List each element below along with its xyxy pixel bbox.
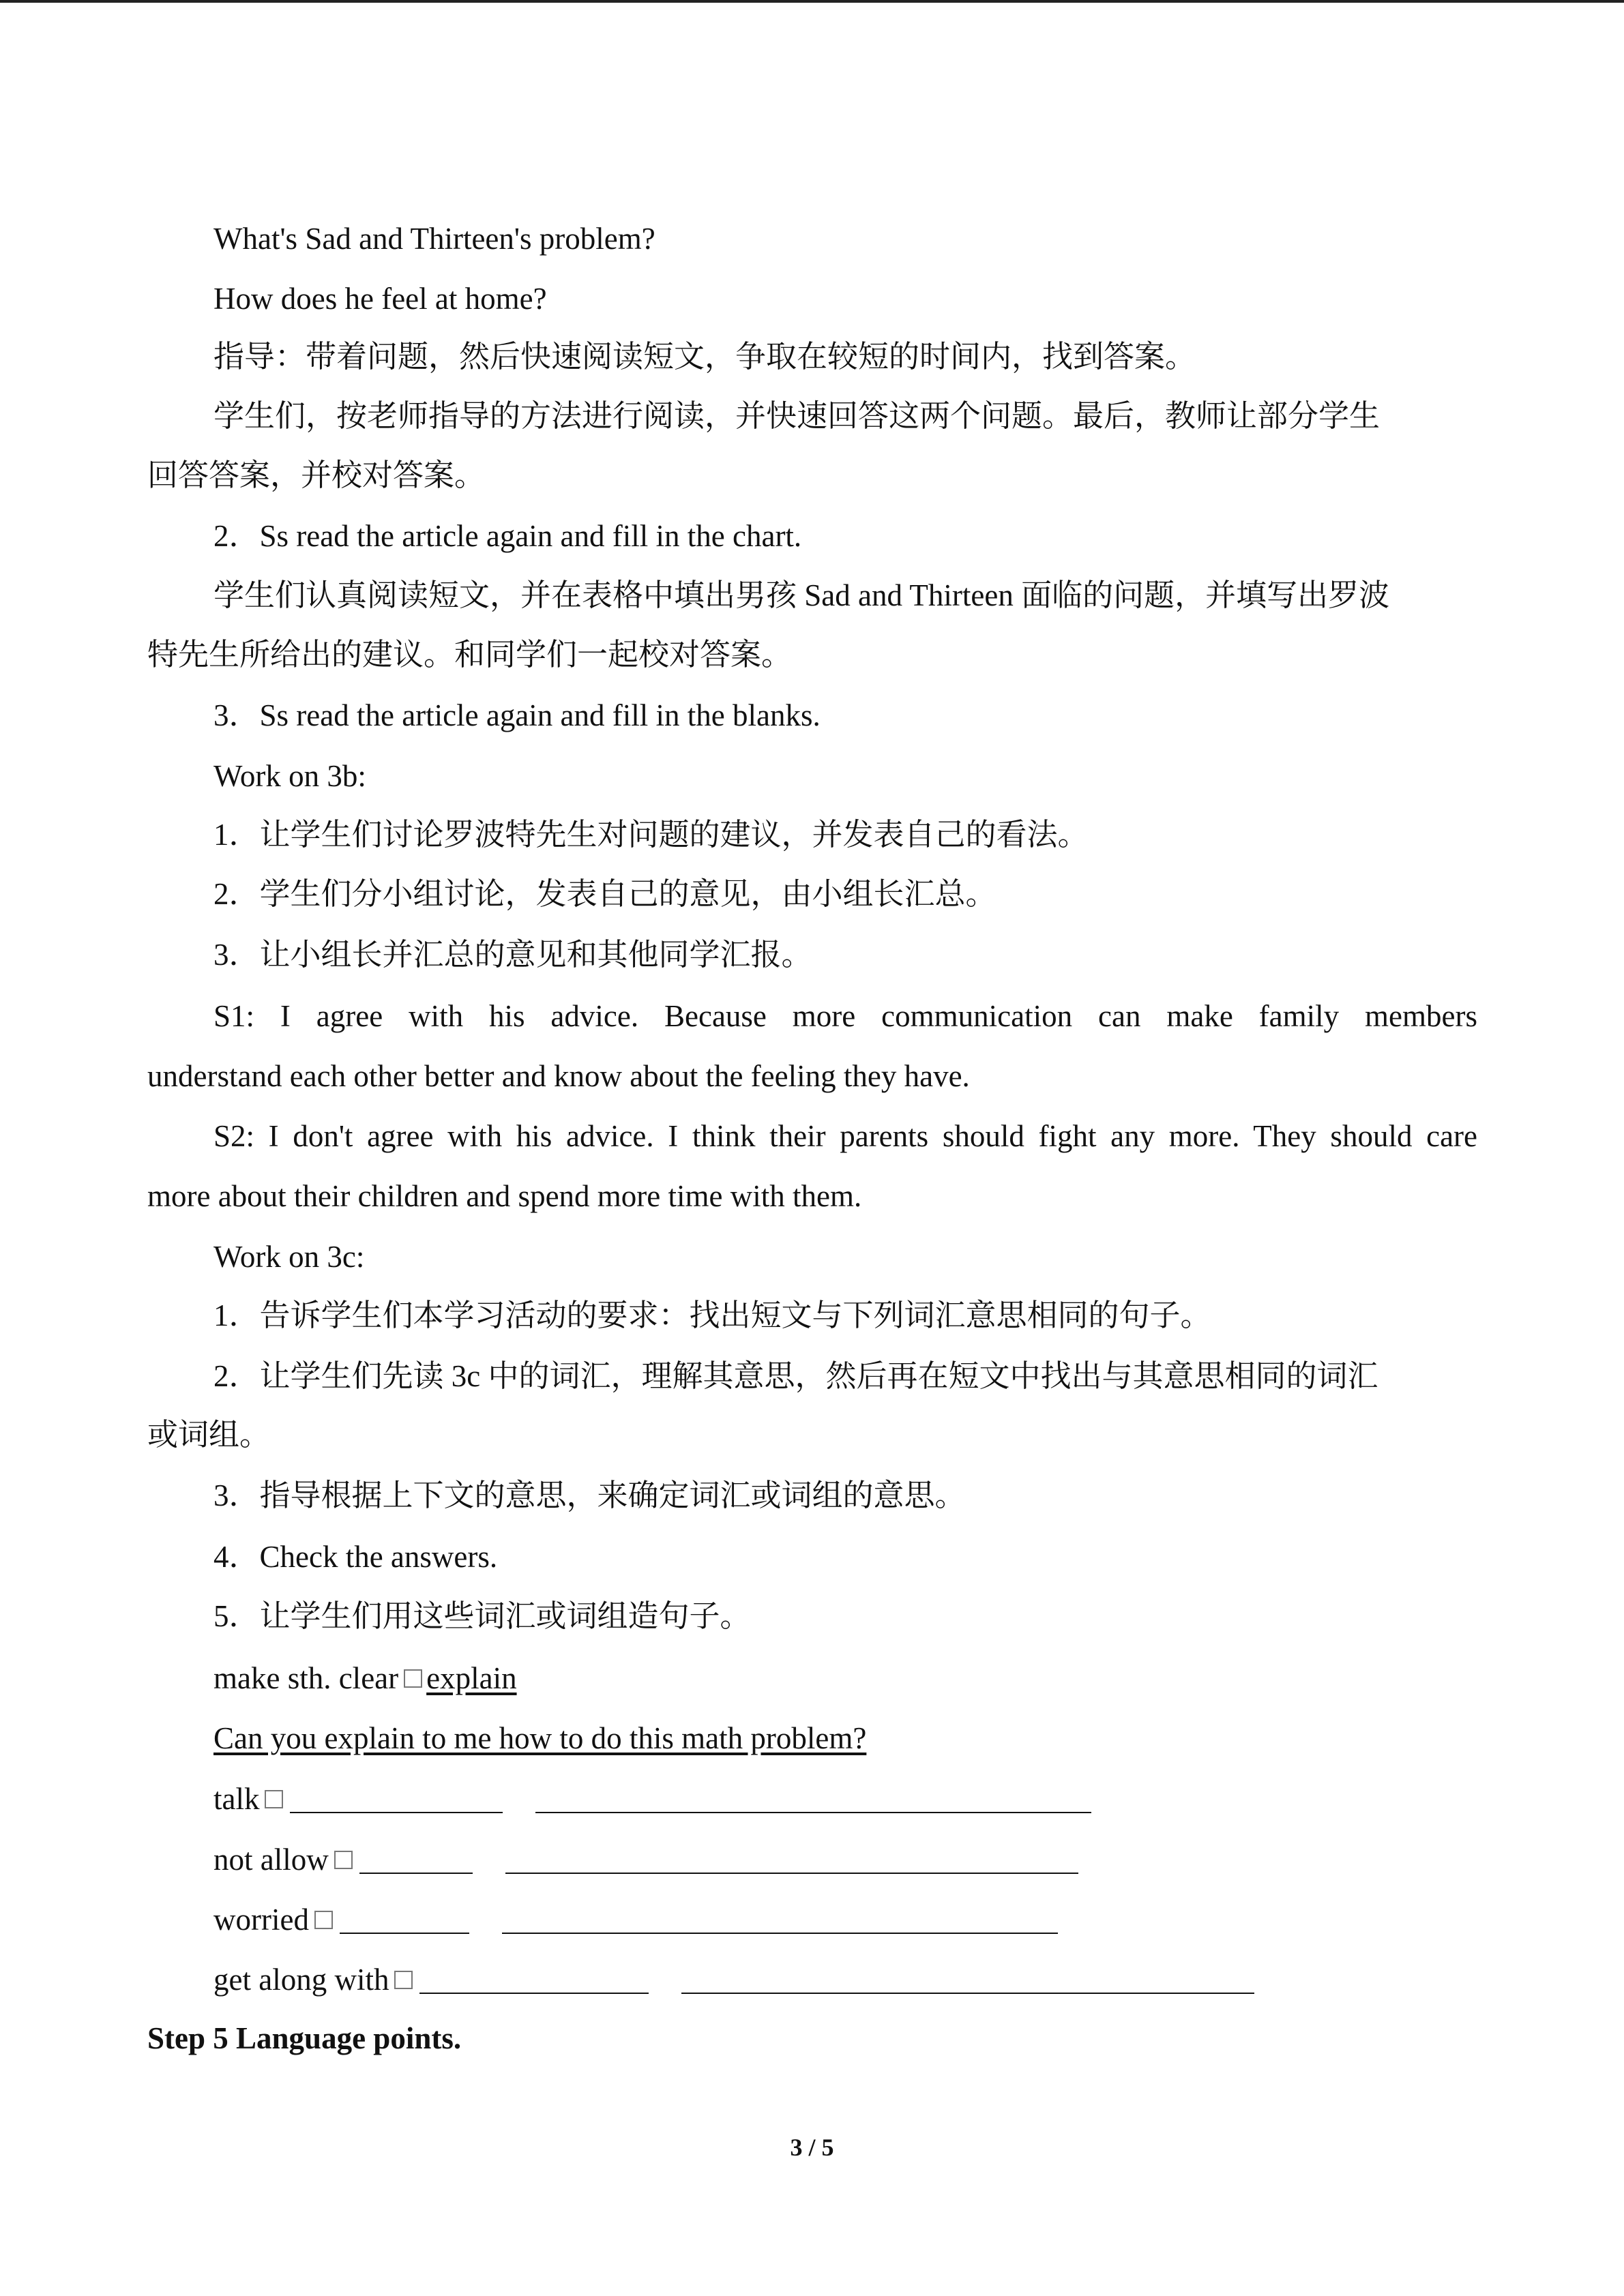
exercise-term: talk xyxy=(213,1782,260,1816)
list-item-cont: 或词组。 xyxy=(147,1418,271,1452)
student-response-2-cont: more about their children and spend more time with them. xyxy=(147,1179,862,1213)
sentence-blank[interactable] xyxy=(681,1963,1254,1994)
list-item: 1．让学生们讨论罗波特先生对问题的建议，并发表自己的看法。 xyxy=(213,818,1089,852)
exercise-row xyxy=(213,1778,1091,1819)
student-response-1: S1: I agree with his advice. Because more communication can make family members xyxy=(213,999,1477,1033)
example-answer: explain xyxy=(426,1661,517,1695)
list-item: 1．告诉学生们本学习活动的要求：找出短文与下列词汇意思相同的句子。 xyxy=(213,1298,1211,1332)
list-item: 3．指导根据上下文的意思，来确定词汇或词组的意思。 xyxy=(213,1478,966,1512)
exercise-term: not allow xyxy=(213,1843,329,1877)
answer-blank[interactable] xyxy=(359,1843,473,1874)
answer-blank[interactable] xyxy=(419,1963,649,1994)
guidance-text: 指导：带着问题，然后快速阅读短文，争取在较短的时间内，找到答案。 xyxy=(213,340,1196,374)
exercise-term: get along with xyxy=(213,1963,389,1997)
sentence-blank[interactable] xyxy=(535,1782,1091,1813)
section-label-3b: Work on 3b: xyxy=(213,759,366,793)
list-item: 3．让小组长并汇总的意见和其他同学汇报。 xyxy=(213,938,812,972)
checkbox-glyph xyxy=(314,1911,333,1929)
paragraph-line: 学生们认真阅读短文，并在表格中填出男孩 Sad and Thirteen 面临的问题，并填写出罗波 xyxy=(213,578,1390,612)
step-item: 3．Ss read the article again and fill in the blanks. xyxy=(213,698,821,732)
checkbox-glyph xyxy=(394,1971,413,1989)
paragraph-line: 回答答案，并校对答案。 xyxy=(147,458,486,492)
list-item: 2．让学生们先读 3c 中的词汇，理解其意思，然后再在短文中找出与其意思相同的词汇 xyxy=(213,1359,1378,1393)
example-sentence: Can you explain to me how to do this math problem? xyxy=(213,1721,867,1755)
step-heading: Step 5 Language points. xyxy=(147,2021,462,2055)
question-line-2: How does he feel at home? xyxy=(213,282,547,316)
checkbox-glyph xyxy=(334,1851,353,1869)
exercise-row xyxy=(213,1959,1254,2000)
example-row xyxy=(213,1658,517,1699)
sentence-blank[interactable] xyxy=(505,1843,1078,1874)
paragraph-line: 特先生所给出的建议。和同学们一起校对答案。 xyxy=(147,638,793,672)
paragraph-line: 学生们，按老师指导的方法进行阅读，并快速回答这两个问题。最后，教师让部分学生 xyxy=(213,399,1381,433)
answer-blank[interactable] xyxy=(290,1782,503,1813)
exercise-row xyxy=(213,1899,1058,1940)
answer-blank[interactable] xyxy=(340,1903,469,1934)
question-line-1: What's Sad and Thirteen's problem? xyxy=(213,222,655,256)
page-number: 3 / 5 xyxy=(790,2134,834,2161)
list-item: 2．学生们分小组讨论，发表自己的意见，由小组长汇总。 xyxy=(213,877,996,911)
list-item: 4．Check the answers. xyxy=(213,1540,498,1574)
student-response-2: S2: I don't agree with his advice. I think their parents should fight any more. They should care xyxy=(213,1119,1477,1153)
checkbox-glyph xyxy=(265,1790,283,1808)
section-label-3c: Work on 3c: xyxy=(213,1240,365,1274)
student-response-1-cont: understand each other better and know about the feeling they have. xyxy=(147,1059,970,1093)
exercise-term: worried xyxy=(213,1903,309,1937)
sentence-blank[interactable] xyxy=(502,1903,1058,1934)
example-term: make sth. clear xyxy=(213,1661,399,1695)
step-item: 2．Ss read the article again and fill in the chart. xyxy=(213,519,802,553)
list-item: 5．让学生们用这些词汇或词组造句子。 xyxy=(213,1599,751,1633)
exercise-row xyxy=(213,1839,1078,1880)
checkbox-glyph xyxy=(404,1669,422,1688)
